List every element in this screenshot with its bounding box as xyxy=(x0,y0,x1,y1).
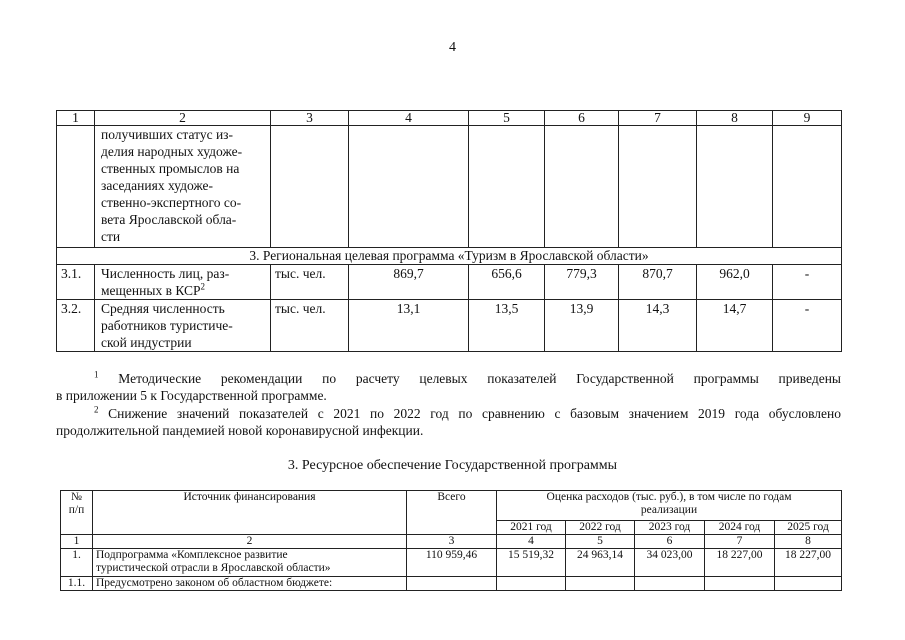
unit-cell: тыс. чел. xyxy=(271,300,349,352)
header-total: Всего xyxy=(407,491,497,535)
section-heading: 3. Ресурсное обеспечение Государственной программы xyxy=(287,458,618,473)
year-header: 2021 год xyxy=(497,521,566,535)
table-header-row xyxy=(57,111,842,126)
value-cell: 14,7 xyxy=(697,300,773,352)
unit-cell: тыс. чел. xyxy=(271,265,349,300)
header-num: № п/п xyxy=(61,491,93,535)
year-header: 2023 год xyxy=(635,521,705,535)
value-cell: - xyxy=(773,265,842,300)
section-title: 3. Региональная целевая программа «Туризм в Ярославской области» xyxy=(57,248,842,265)
column-number-row: 1 2 3 4 5 6 7 8 xyxy=(61,535,842,549)
year-header: 2024 год xyxy=(705,521,775,535)
value-cell: 870,7 xyxy=(619,265,697,300)
header-cell: 7 xyxy=(619,111,697,126)
row-number: 1.1. xyxy=(61,577,93,591)
header-cell: 5 xyxy=(469,111,545,126)
table-row xyxy=(57,126,842,248)
value-cell: 779,3 xyxy=(545,265,619,300)
value-cell: 15 519,32 xyxy=(497,549,566,577)
table-row xyxy=(57,265,842,300)
header-estimate: Оценка расходов (тыс. руб.), в том числе по годам реализации xyxy=(497,491,842,521)
header-cell: 9 xyxy=(773,111,842,126)
row-number: 1. xyxy=(61,549,93,577)
table-row xyxy=(61,549,842,577)
header-source: Источник финансирования xyxy=(93,491,407,535)
header-cell: 2 xyxy=(95,111,271,126)
total-cell: 110 959,46 xyxy=(407,549,497,577)
year-header: 2022 год xyxy=(566,521,635,535)
value-cell: 13,9 xyxy=(545,300,619,352)
table-header-row xyxy=(61,491,842,521)
page-number: 4 xyxy=(449,40,456,55)
header-cell: 8 xyxy=(697,111,773,126)
table-row xyxy=(57,300,842,352)
header-cell: 4 xyxy=(349,111,469,126)
row-number: 3.2. xyxy=(57,300,95,352)
section-row xyxy=(57,248,842,265)
source-name: Предусмотрено законом об областном бюджете: xyxy=(93,577,407,591)
header-cell: 6 xyxy=(545,111,619,126)
value-cell: 18 227,00 xyxy=(775,549,842,577)
value-cell: 869,7 xyxy=(349,265,469,300)
indicator-name: Численность лиц, раз- мещенных в КСР$^2$ xyxy=(95,265,271,300)
value-cell: 13,1 xyxy=(349,300,469,352)
table-row xyxy=(61,577,842,591)
value-cell: 656,6 xyxy=(469,265,545,300)
value-cell: 13,5 xyxy=(469,300,545,352)
value-cell: 14,3 xyxy=(619,300,697,352)
indicators-table xyxy=(56,110,842,352)
resources-table xyxy=(60,490,842,591)
source-name: Подпрограмма «Комплексное развитие туристической отрасли в Ярославской области» xyxy=(93,549,407,577)
row-number: 3.1. xyxy=(57,265,95,300)
footnote-2: $^2$ Снижение значений показателей с 2021 по 2022 год по сравнению с базовым значением 2019 года обусловлено продолжительной пандемией новой коронавирусной инфекции. xyxy=(56,404,841,438)
value-cell: 34 023,00 xyxy=(635,549,705,577)
value-cell: 24 963,14 xyxy=(566,549,635,577)
value-cell: 962,0 xyxy=(697,265,773,300)
header-cell: 3 xyxy=(271,111,349,126)
indicator-name: Средняя численность работников туристиче- ской индустрии xyxy=(95,300,271,352)
footnote-1: $^1$ Методические рекомендации по расчету целевых показателей Государственной программы приведены в приложении 5 к Государственной программе. xyxy=(56,369,841,403)
header-cell: 1 xyxy=(57,111,95,126)
continued-indicator-name: получивших статус из- делия народных художе- ственных промыслов на заседаниях художе- ственно-экспертного со- вета Ярославской обла- сти xyxy=(95,126,271,248)
value-cell: - xyxy=(773,300,842,352)
year-header: 2025 год xyxy=(775,521,842,535)
value-cell: 18 227,00 xyxy=(705,549,775,577)
